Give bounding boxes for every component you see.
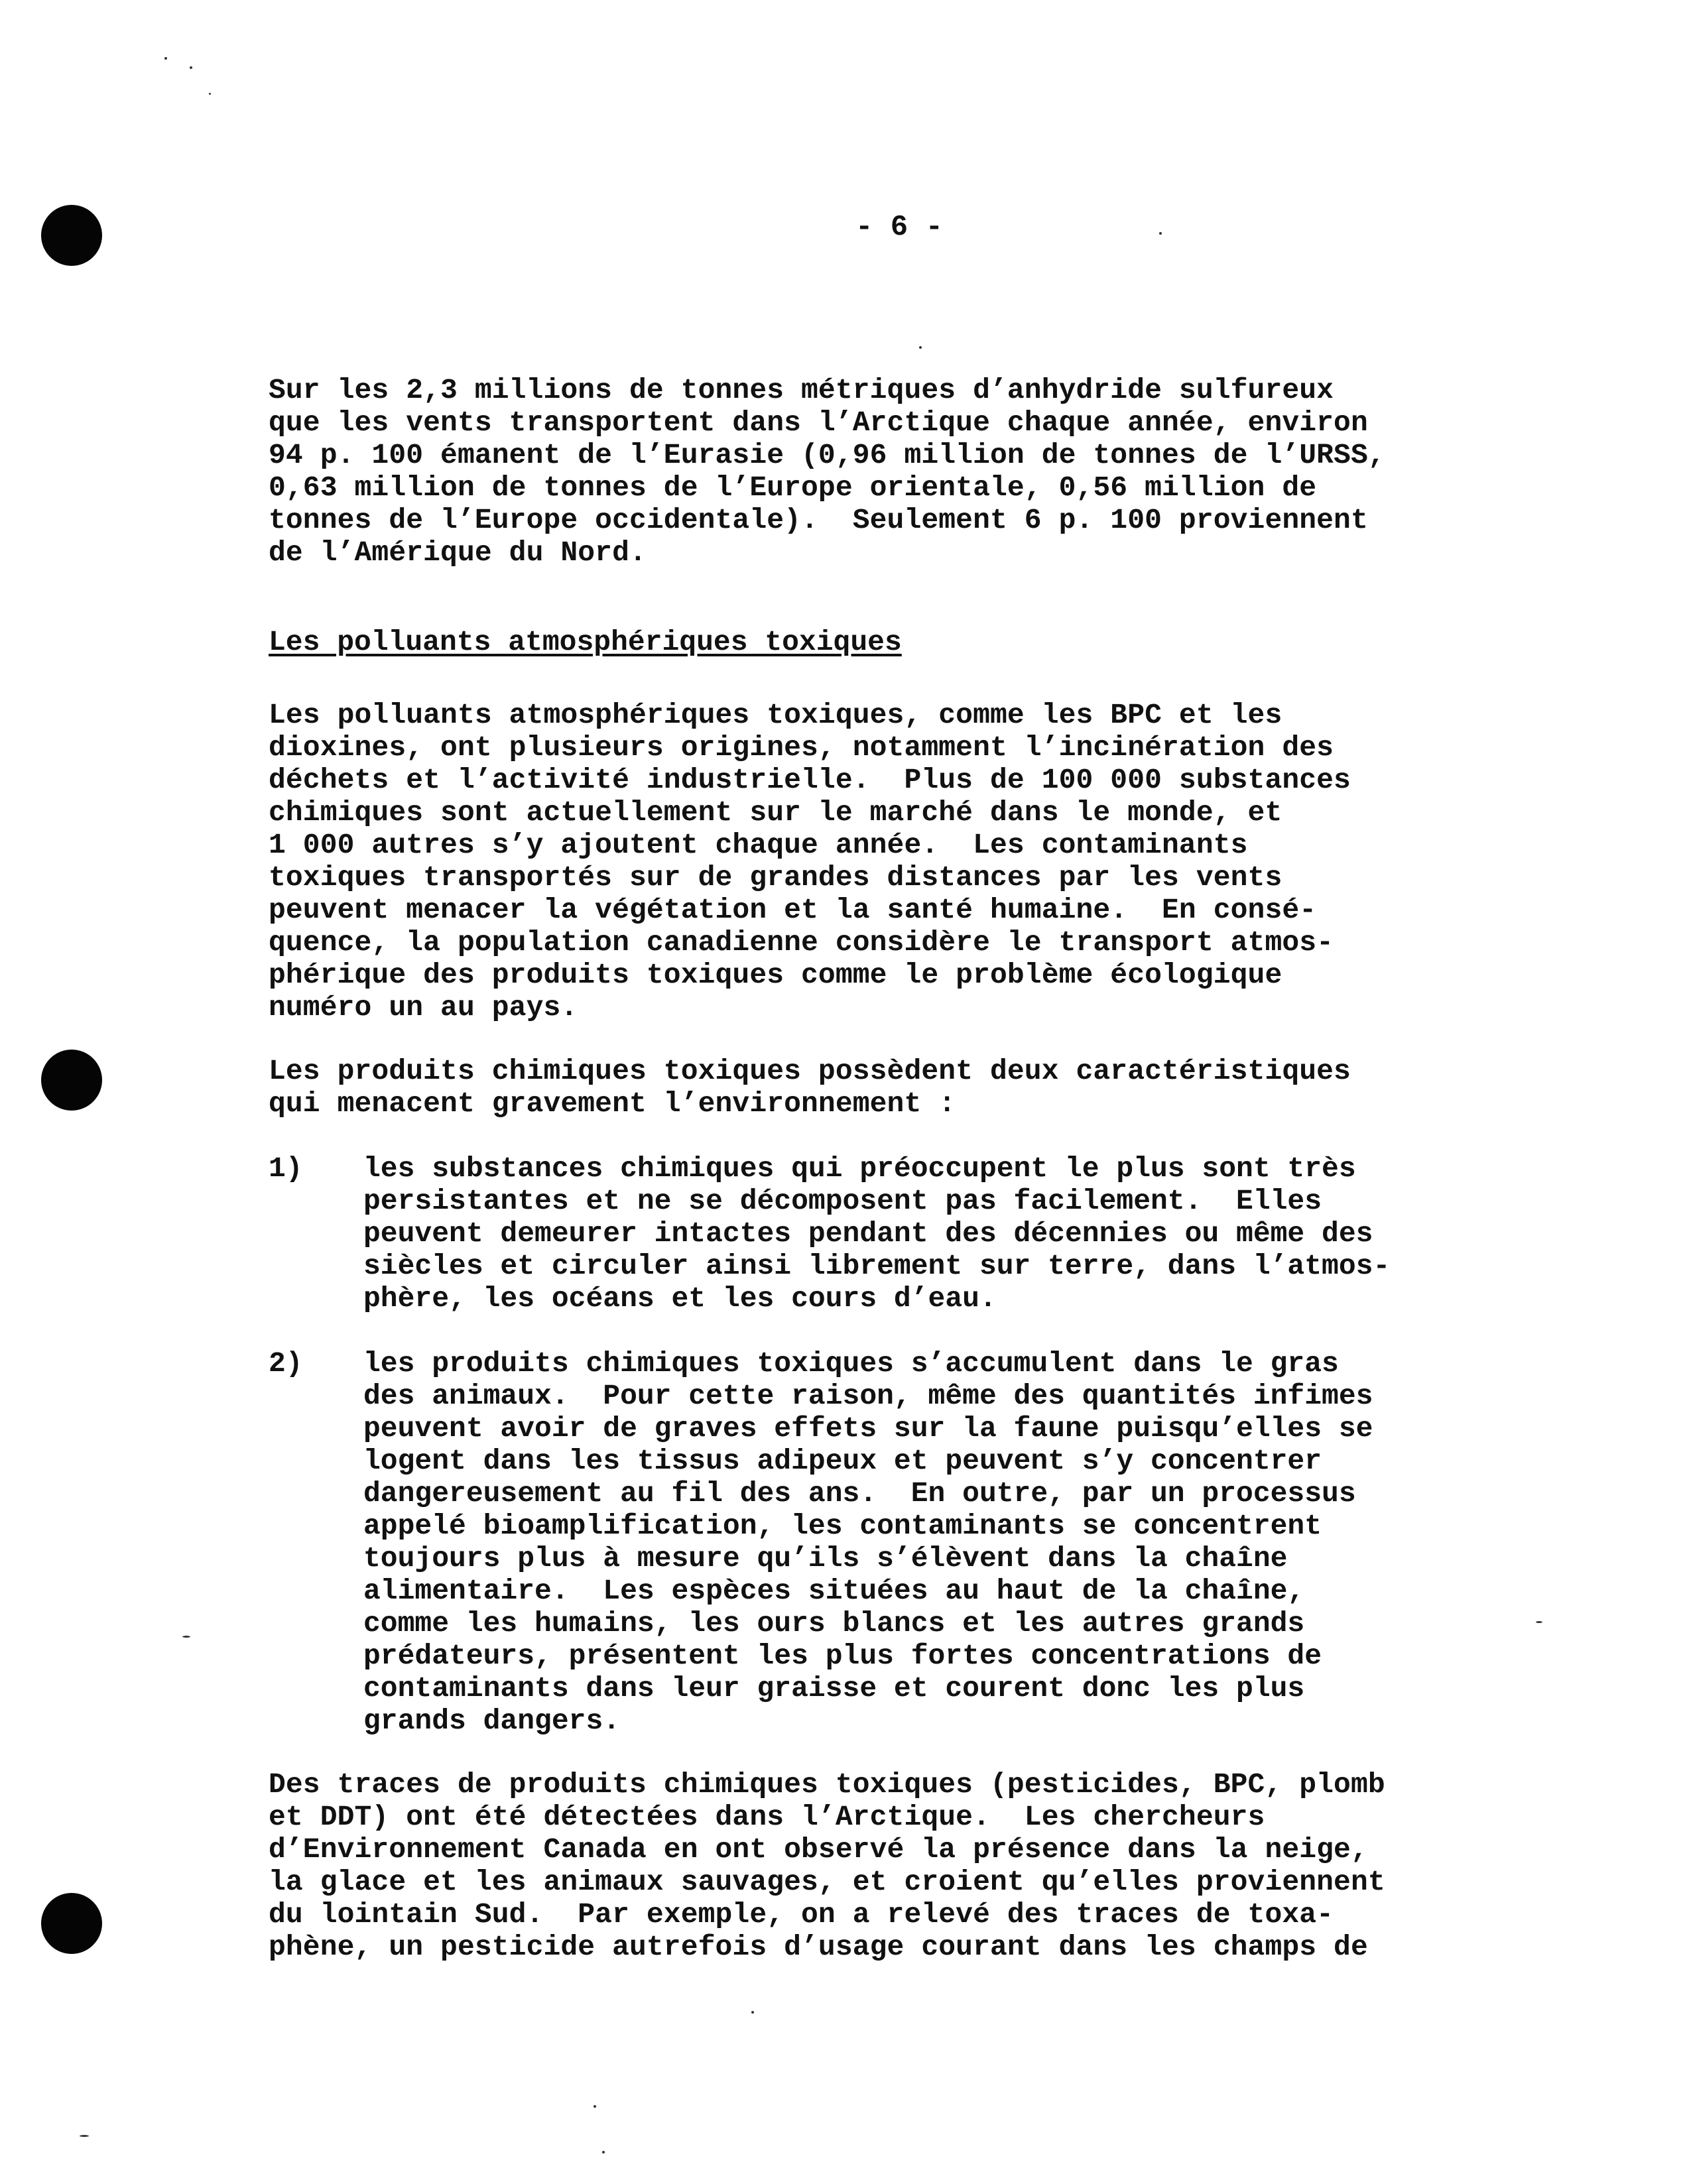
paragraph-toxic-pollutants: Les polluants atmosphériques toxiques, comme les BPC et les dioxines, ont plusieurs origines, notamment l’incinération des déchets et l’activité industrielle. Plus de 100 000 substances chimiques sont actuellement sur le marché dans le monde, et 1 000 autres s’y ajoutent chaque année. Les contaminants toxiques transportés sur de grandes distances par les vents peuvent menacer la végétation et la santé humaine. En consé- quence, la population canadienne considère le transport atmos- phérique des produits toxiques comme le problème écologique numéro un au pays. bbox=[269, 699, 1351, 1024]
list-item-number: 2) bbox=[269, 1347, 303, 1380]
paragraph-arctic-traces: Des traces de produits chimiques toxiques (pesticides, BPC, plomb et DDT) ont été détectées dans l’Arctique. Les chercheurs d’Environnement Canada en ont observé la présence dans la neige, la glace et les animaux sauvages, et croient qu’elles proviennent du lointain Sud. Par exemple, on a relevé des traces de toxa- phène, un pesticide autrefois d’usage courant dans les champs de bbox=[269, 1768, 1385, 1963]
paragraph-sulfur-dioxide: Sur les 2,3 millions de tonnes métriques d’anhydride sulfureux que les vents transportent dans l’Arctique chaque année, environ 94 p. 100 émanent de l’Eurasie (0,96 million de tonnes de l’URSS, 0,63 million de tonnes de l’Europe orientale, 0,56 million de tonnes de l’Europe occidentale). Seulement 6 p. 100 proviennent de l’Amérique du Nord. bbox=[269, 374, 1385, 569]
punch-hole-top bbox=[41, 205, 102, 266]
list-item-text: les produits chimiques toxiques s’accumulent dans le gras des animaux. Pour cette raison, même des quantités infimes peuvent avoir de graves effets sur la faune puisqu’elles se logent dans les tissus adipeux et peuvent s’y concentrer dangereusement au fil des ans. En outre, par un processus appelé bioamplification, les contaminants se concentrent toujours plus à mesure qu’ils s’élèvent dans la chaîne alimentaire. Les espèces situées au haut de la chaîne, comme les humains, les ours blancs et les autres grands prédateurs, présentent les plus fortes concentrations de contaminants dans leur graisse et courent donc les plus grands dangers. bbox=[363, 1347, 1373, 1737]
page-number: - 6 - bbox=[855, 211, 944, 244]
scan-speck bbox=[919, 346, 922, 349]
scan-speck bbox=[182, 1636, 190, 1638]
punch-hole-bottom bbox=[41, 1893, 102, 1954]
scan-speck bbox=[1536, 1621, 1542, 1623]
list-item-number: 1) bbox=[269, 1152, 303, 1185]
scan-speck bbox=[751, 2011, 754, 2014]
scan-speck bbox=[209, 93, 211, 95]
scan-speck bbox=[602, 2151, 605, 2154]
punch-hole-middle bbox=[41, 1050, 102, 1111]
paragraph-characteristics: Les produits chimiques toxiques possèdent deux caractéristiques qui menacent gravement l’environnement : bbox=[269, 1055, 1351, 1120]
section-heading: Les polluants atmosphériques toxiques bbox=[269, 626, 902, 658]
list-item-text: les substances chimiques qui préoccupent le plus sont très persistantes et ne se décomposent pas facilement. Elles peuvent demeurer intactes pendant des décennies ou même des siècles et circuler ainsi librement sur terre, dans l’atmos- phère, les océans et les cours d’eau. bbox=[363, 1152, 1391, 1315]
scan-speck bbox=[1159, 232, 1162, 235]
scan-speck bbox=[594, 2105, 596, 2108]
scan-speck bbox=[190, 66, 192, 69]
scan-speck bbox=[164, 57, 167, 60]
scan-speck bbox=[80, 2135, 89, 2137]
